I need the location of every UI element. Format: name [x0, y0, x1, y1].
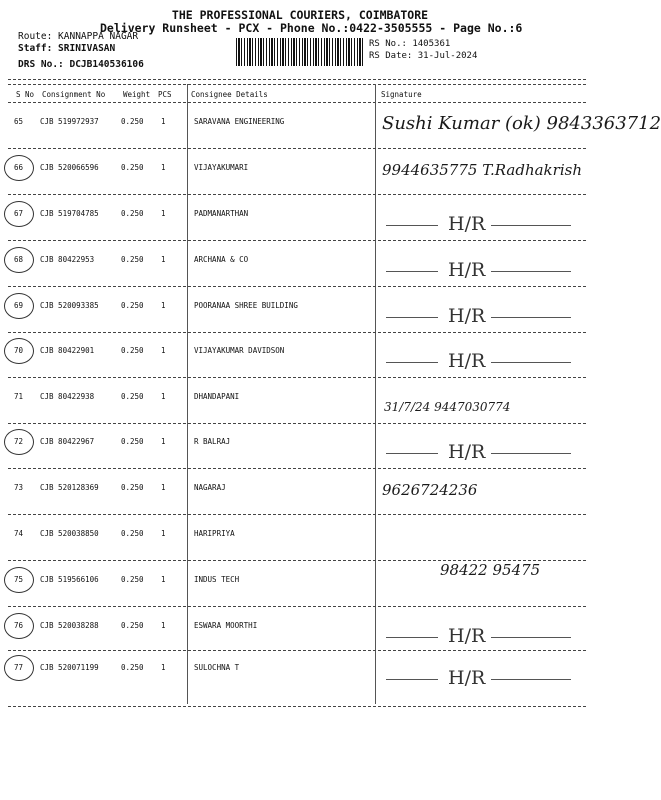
rs-number: RS No.: 1405361 [369, 39, 451, 49]
row-consignee: SARAVANA ENGINEERING [194, 117, 285, 126]
signature-stroke [491, 271, 571, 272]
row-pcs: 1 [161, 621, 166, 630]
row-weight: 0.250 [121, 117, 144, 126]
row-pcs: 1 [161, 163, 166, 172]
row-consignee: INDUS TECH [194, 575, 240, 584]
signature-stroke [386, 317, 438, 318]
row-sno: 76 [14, 621, 24, 630]
row-weight: 0.250 [121, 529, 144, 538]
signature-stroke [386, 453, 438, 454]
row-separator [8, 650, 586, 651]
column-header-sno: S No [16, 90, 35, 99]
row-consignment-no: CJB 519566106 [40, 575, 99, 584]
row-signature: 98422 95475 [440, 561, 541, 579]
row-separator [8, 377, 586, 378]
header-divider [8, 79, 586, 80]
signature-stroke [386, 362, 438, 363]
signature-stroke [386, 679, 438, 680]
row-sno: 65 [14, 117, 24, 126]
row-consignee: VIJAYAKUMARI [194, 163, 249, 172]
row-signature: H/R [448, 305, 486, 327]
row-consignment-no: CJB 520066596 [40, 163, 99, 172]
row-weight: 0.250 [121, 301, 144, 310]
row-signature-mark [386, 667, 576, 691]
row-sno: 77 [14, 663, 24, 672]
column-header-divider [8, 102, 586, 103]
row-signature-mark [386, 305, 576, 329]
row-signature: 31/7/24 9447030774 [384, 400, 511, 414]
row-signature: 9944635775 T.Radhakrish [382, 161, 582, 179]
route-label: Route: KANNAPPA NAGAR [18, 31, 139, 42]
row-pcs: 1 [161, 483, 166, 492]
row-consignment-no: CJB 80422967 [40, 437, 95, 446]
row-signature: H/R [448, 350, 486, 372]
rs-date: RS Date: 31-Jul-2024 [369, 51, 478, 61]
row-weight: 0.250 [121, 209, 144, 218]
row-consignee: VIJAYAKUMAR DAVIDSON [194, 346, 285, 355]
row-consignee: HARIPRIYA [194, 529, 235, 538]
row-pcs: 1 [161, 529, 166, 538]
runsheet-subtitle: Delivery Runsheet - PCX - Phone No.:0422-3505555 - Page No.:6 [100, 21, 523, 35]
row-pcs: 1 [161, 392, 166, 401]
row-separator [8, 332, 586, 333]
row-consignee: SULOCHNA T [194, 663, 240, 672]
row-consignment-no: CJB 520038850 [40, 529, 99, 538]
row-pcs: 1 [161, 255, 166, 264]
row-sno: 72 [14, 437, 24, 446]
column-header-pcs: PCS [158, 90, 172, 99]
barcode-image [236, 38, 363, 66]
row-consignee: POORANAA SHREE BUILDING [194, 301, 298, 310]
signature-stroke [386, 225, 438, 226]
signature-stroke [491, 225, 571, 226]
row-consignee: ARCHANA & CO [194, 255, 249, 264]
row-weight: 0.250 [121, 392, 144, 401]
row-signature: 9626724236 [382, 481, 478, 499]
signature-stroke [491, 317, 571, 318]
row-signature-mark [386, 625, 576, 649]
row-sno: 71 [14, 392, 24, 401]
row-signature-mark [386, 259, 576, 283]
row-consignment-no: CJB 520093385 [40, 301, 99, 310]
column-divider [187, 84, 188, 704]
row-pcs: 1 [161, 301, 166, 310]
row-pcs: 1 [161, 117, 166, 126]
column-header-weight: Weight [123, 90, 151, 99]
row-separator [8, 514, 586, 515]
row-pcs: 1 [161, 663, 166, 672]
row-separator [8, 148, 586, 149]
row-weight: 0.250 [121, 346, 144, 355]
row-separator [8, 423, 586, 424]
row-weight: 0.250 [121, 437, 144, 446]
footer-divider [8, 706, 586, 707]
signature-stroke [386, 637, 438, 638]
row-sno: 68 [14, 255, 24, 264]
row-consignment-no: CJB 520038288 [40, 621, 99, 630]
row-signature-mark [386, 441, 576, 465]
row-separator [8, 468, 586, 469]
row-weight: 0.250 [121, 663, 144, 672]
row-weight: 0.250 [121, 163, 144, 172]
company-title: THE PROFESSIONAL COURIERS, COIMBATORE [171, 8, 429, 22]
signature-stroke [386, 271, 438, 272]
row-consignment-no: CJB 520071199 [40, 663, 99, 672]
column-header-consignment: Consignment No [42, 90, 106, 99]
row-sno: 69 [14, 301, 24, 310]
row-separator [8, 240, 586, 241]
row-signature-mark [386, 213, 576, 237]
row-weight: 0.250 [121, 575, 144, 584]
row-weight: 0.250 [121, 255, 144, 264]
row-pcs: 1 [161, 346, 166, 355]
column-header-signature: Signature [381, 90, 422, 99]
row-weight: 0.250 [121, 621, 144, 630]
row-sno: 75 [14, 575, 24, 584]
row-separator [8, 194, 586, 195]
signature-stroke [491, 637, 571, 638]
row-signature-mark [386, 350, 576, 374]
row-signature: H/R [448, 441, 486, 463]
row-consignment-no: CJB 520128369 [40, 483, 99, 492]
row-consignee: NAGARAJ [194, 483, 226, 492]
row-signature: H/R [448, 667, 486, 689]
staff-label: Staff: SRINIVASAN [18, 43, 116, 54]
row-signature: Sushi Kumar (ok) 9843363712 [382, 113, 661, 134]
row-pcs: 1 [161, 209, 166, 218]
row-separator [8, 286, 586, 287]
row-consignment-no: CJB 519704785 [40, 209, 99, 218]
row-pcs: 1 [161, 437, 166, 446]
row-pcs: 1 [161, 575, 166, 584]
row-signature: H/R [448, 625, 486, 647]
row-sno: 67 [14, 209, 24, 218]
signature-stroke [491, 679, 571, 680]
row-consignment-no: CJB 80422938 [40, 392, 95, 401]
column-header-consignee: Consignee Details [191, 90, 268, 99]
row-signature: H/R [448, 259, 486, 281]
signature-stroke [491, 362, 571, 363]
row-consignee: R BALRAJ [194, 437, 231, 446]
signature-stroke [491, 453, 571, 454]
row-sno: 73 [14, 483, 24, 492]
row-consignee: ESWARA MOORTHI [194, 621, 258, 630]
row-consignment-no: CJB 80422901 [40, 346, 95, 355]
row-consignment-no: CJB 80422953 [40, 255, 95, 264]
header-divider [8, 84, 586, 85]
drs-number: DRS No.: DCJB140536106 [18, 59, 144, 70]
row-signature: H/R [448, 213, 486, 235]
column-divider [375, 84, 376, 704]
row-separator [8, 606, 586, 607]
row-sno: 66 [14, 163, 24, 172]
row-sno: 70 [14, 346, 24, 355]
row-consignee: DHANDAPANI [194, 392, 240, 401]
row-weight: 0.250 [121, 483, 144, 492]
row-sno: 74 [14, 529, 24, 538]
row-consignee: PADMANARTHAN [194, 209, 249, 218]
row-consignment-no: CJB 519972937 [40, 117, 99, 126]
